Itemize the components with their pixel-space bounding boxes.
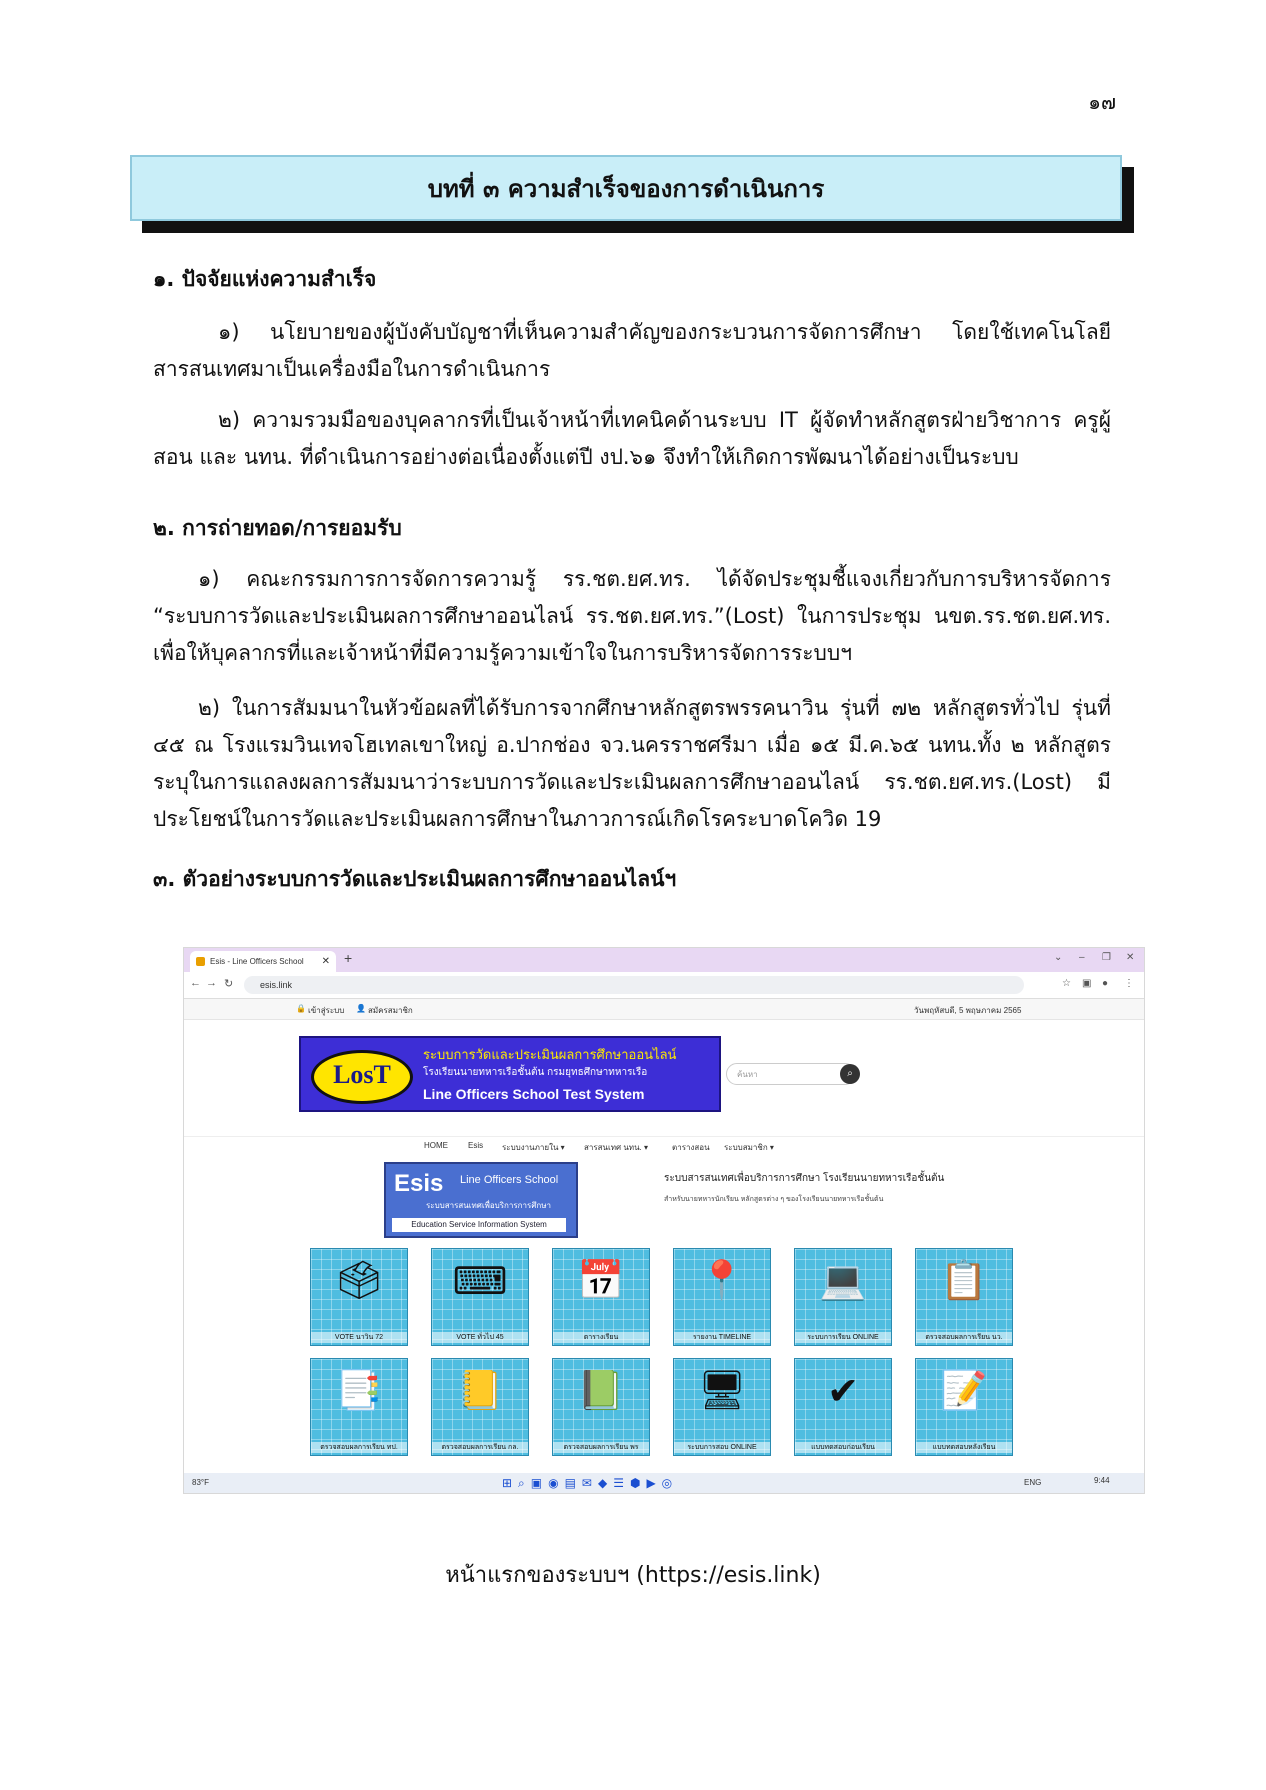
star-icon[interactable]: ☆ bbox=[1062, 978, 1071, 989]
tile-label: ระบบการเรียน ONLINE bbox=[795, 1332, 891, 1343]
tile-online-exam[interactable] bbox=[673, 1358, 771, 1456]
search-icon[interactable]: ⌕ bbox=[840, 1064, 860, 1084]
map-pin-icon: 📍 bbox=[698, 1260, 746, 1302]
tile-results-kl[interactable] bbox=[431, 1358, 529, 1456]
tile-label: แบบทดสอบหลังเรียน bbox=[916, 1442, 1012, 1453]
maximize-icon[interactable]: ❐ bbox=[1102, 952, 1111, 963]
banner-line1: ระบบการวัดและประเมินผลการศึกษาออนไลน์ bbox=[423, 1047, 677, 1062]
section3-heading: ๓. ตัวอย่างระบบการวัดและประเมินผลการศึกษาออนไลน์ฯ bbox=[153, 867, 677, 891]
tile-label: ระบบการสอบ ONLINE bbox=[674, 1442, 770, 1453]
checkmark-icon: ✔ bbox=[827, 1371, 859, 1413]
section1-paragraph2: ๒) ความรวมมือของบุคลากรที่เป็นเจ้าหน้าที่เทคนิคด้านระบบ IT ผู้จัดทำหลักสูตรฝ่ายวิชาการ ครูผู้สอน และ นทน. ที่ดำเนินการอย่างต่อเนื่องตั้งแต่ปี งป.๖๑ จึงทำให้เกิดการพัฒนาได้อย่างเป็นระบบ bbox=[153, 408, 1111, 469]
section2-heading: ๒. การถ่ายทอด/การยอมรับ bbox=[153, 516, 402, 540]
laptop-icon: 💻 bbox=[819, 1260, 867, 1302]
chevron-down-icon[interactable]: ⌄ bbox=[1054, 952, 1063, 963]
clipboard-icon: 📋 bbox=[940, 1260, 988, 1302]
tile-label: VOTE ทั่วไป 45 bbox=[432, 1332, 528, 1343]
section2-paragraph1: ๑) คณะกรรมการการจัดการความรู้ รร.ชต.ยศ.ทร. ได้จัดประชุมชี้แจงเกี่ยวกับการบริหารจัดการ “ระบบการวัดและประเมินผลการศึกษาออนไลน์ รร.ชต.ยศ.ทร.”(Lost) ในการประชุม นขต.รร.ชต.ยศ.ทร. เพื่อให้บุคลากรที่และเจ้าหน้าที่มีความรู้ความเข้าใจในการบริหารจัดการระบบฯ bbox=[153, 567, 1111, 665]
system-title: ระบบสารสนเทศเพื่อบริการการศึกษา โรงเรียนนายทหารเรือชั้นต้น bbox=[664, 1173, 945, 1184]
back-icon[interactable]: ← bbox=[190, 977, 201, 989]
banner-line2: โรงเรียนนายทหารเรือชั้นต้น กรมยุทธศึกษาทหารเรือ bbox=[423, 1067, 648, 1078]
ballot-icon: 🗳 bbox=[334, 1260, 384, 1302]
tile-vote-nawin[interactable] bbox=[310, 1248, 408, 1346]
tile-label: ตรวจสอบผลการเรียน นว. bbox=[916, 1332, 1012, 1343]
favicon-icon bbox=[196, 957, 205, 966]
clock-time: 9:44 bbox=[1094, 1476, 1110, 1485]
esis-logo-english: Education Service Information System bbox=[392, 1218, 566, 1232]
banner-line3: Line Officers School Test System bbox=[423, 1086, 645, 1102]
tile-results-tp[interactable] bbox=[310, 1358, 408, 1456]
tile-results-nw[interactable] bbox=[915, 1248, 1013, 1346]
taskbar-app-icons[interactable]: ⊞⌕▣◉▤✉◆☰⬢▶◎ bbox=[502, 1476, 679, 1490]
browser-tab-title: Esis - Line Officers School bbox=[210, 957, 304, 966]
url-input[interactable] bbox=[244, 976, 1024, 994]
section1-paragraph1: ๑) นโยบายของผู้บังคับบัญชาที่เห็นความสำคัญของกระบวนการจัดการศึกษา โดยใช้เทคโนโลยีสารสนเทศมาเป็นเครื่องมือในการดำเนินการ bbox=[153, 320, 1111, 381]
sidebar-icon[interactable]: ▣ bbox=[1082, 978, 1092, 989]
system-homepage-screenshot bbox=[183, 947, 1145, 1494]
profile-icon[interactable]: ● bbox=[1102, 978, 1109, 989]
tile-label: แบบทดสอบก่อนเรียน bbox=[795, 1442, 891, 1453]
section2-paragraph2: ๒) ในการสัมมนาในหัวข้อผลที่ได้รับการจากศึกษาหลักสูตรพรรคนาวิน รุ่นที่ ๗๒ หลักสูตรทั่วไป รุ่นที่ ๔๕ ณ โรงแรมวินเทจโฮเทลเขาใหญ่ อ.ปากช่อง จว.นครราชศรีมา เมื่อ ๑๕ มี.ค.๖๕ นทน.ทั้ง ๒ หลักสูตร ระบุในการแถลงผลการสัมมนาว่าระบบการวัดและประเมินผลการศึกษาออนไลน์ รร.ชต.ยศ.ทร.(Lost) มีประโยชน์ในการวัดและประเมินผลการศึกษาในภาวการณ์เกิดโรคระบาดโควิด 19 bbox=[153, 696, 1111, 831]
book-icon: 📗 bbox=[577, 1370, 625, 1412]
documents-icon: 📑 bbox=[335, 1370, 383, 1412]
esis-logo bbox=[384, 1162, 578, 1238]
reload-icon[interactable]: ↻ bbox=[224, 978, 234, 990]
chapter-title: บทที่ ๓ ความสำเร็จของการดำเนินการ bbox=[427, 174, 825, 203]
esis-logo-word: Esis bbox=[394, 1170, 444, 1197]
system-subtitle: สำหรับนายทหารนักเรียน หลักสูตรต่าง ๆ ของโรงเรียนนายทหารเรือชั้นต้น bbox=[664, 1196, 884, 1203]
site-menu bbox=[184, 1136, 1144, 1155]
close-window-icon[interactable]: ✕ bbox=[1126, 952, 1135, 963]
esis-logo-school: Line Officers School bbox=[460, 1174, 559, 1186]
menu-item-members[interactable]: ระบบสมาชิก ▾ bbox=[724, 1143, 774, 1152]
lock-icon: 🔒 bbox=[296, 1004, 306, 1013]
browser-tab-bar bbox=[184, 948, 1144, 972]
language-indicator[interactable]: ENG bbox=[1024, 1478, 1042, 1487]
close-tab-icon[interactable]: ✕ bbox=[321, 956, 330, 967]
page-number: ๑๗ bbox=[1088, 90, 1116, 114]
menu-item-schedule[interactable]: ตารางสอน bbox=[672, 1143, 710, 1152]
lost-banner[interactable] bbox=[299, 1036, 721, 1112]
figure-caption: หน้าแรกของระบบฯ (https://esis.link) bbox=[445, 1563, 821, 1588]
menu-item-home[interactable]: HOME bbox=[424, 1141, 448, 1150]
login-link[interactable]: เข้าสู่ระบบ bbox=[308, 1006, 345, 1015]
esis-logo-thai: ระบบสารสนเทศเพื่อบริการการศึกษา bbox=[426, 1201, 551, 1210]
menu-item-internal[interactable]: ระบบงานภายใน ▾ bbox=[502, 1143, 565, 1152]
search-input[interactable] bbox=[726, 1063, 856, 1085]
tile-posttest[interactable] bbox=[915, 1358, 1013, 1456]
browser-tab[interactable] bbox=[190, 951, 336, 972]
answer-sheet-icon: 📝 bbox=[940, 1370, 988, 1412]
tile-pretest[interactable] bbox=[794, 1358, 892, 1456]
menu-item-info[interactable]: สารสนเทศ นทน. ▾ bbox=[584, 1143, 649, 1152]
notebook-icon: 📒 bbox=[456, 1370, 504, 1412]
section1-heading: ๑. ปัจจัยแห่งความสำเร็จ bbox=[153, 267, 377, 291]
register-link[interactable]: สมัครสมาชิก bbox=[368, 1006, 413, 1015]
tile-results-pr[interactable] bbox=[552, 1358, 650, 1456]
chapter-title-box bbox=[130, 155, 1122, 221]
menu-item-esis[interactable]: Esis bbox=[468, 1141, 484, 1150]
date-text: วันพฤหัสบดี, 5 พฤษภาคม 2565 bbox=[914, 1006, 1022, 1015]
tile-timeline[interactable] bbox=[673, 1248, 771, 1346]
tile-label: ตรวจสอบผลการเรียน ทป. bbox=[311, 1442, 407, 1453]
tile-timetable[interactable] bbox=[552, 1248, 650, 1346]
minimize-icon[interactable]: – bbox=[1079, 952, 1085, 963]
address-bar bbox=[184, 972, 1144, 999]
forward-icon[interactable]: → bbox=[206, 977, 217, 989]
tile-label: รายงาน TIMELINE bbox=[674, 1332, 770, 1343]
url-text: esis.link bbox=[260, 980, 293, 990]
new-tab-icon[interactable]: + bbox=[344, 950, 353, 966]
tile-label: ตรวจสอบผลการเรียน กล. bbox=[432, 1442, 528, 1453]
menu-icon[interactable]: ⋮ bbox=[1124, 978, 1134, 989]
tile-label: ตารางเรียน bbox=[553, 1332, 649, 1343]
calendar-icon: 📅 bbox=[577, 1260, 625, 1302]
user-icon: 👤 bbox=[356, 1004, 366, 1013]
windows-taskbar bbox=[184, 1473, 1144, 1493]
keyboard-icon: ⌨ bbox=[452, 1261, 508, 1303]
lost-logo: LosT bbox=[311, 1050, 413, 1104]
tile-online-learning[interactable] bbox=[794, 1248, 892, 1346]
tile-vote-general[interactable] bbox=[431, 1248, 529, 1346]
tile-label: ตรวจสอบผลการเรียน พร bbox=[553, 1442, 649, 1453]
tile-label: VOTE นาวิน 72 bbox=[311, 1332, 407, 1343]
site-top-strip bbox=[184, 999, 1144, 1020]
search-placeholder: ค้นหา bbox=[737, 1070, 758, 1079]
weather-text: 83°F bbox=[192, 1478, 209, 1487]
test-screen-icon: 🖥 bbox=[697, 1370, 747, 1412]
